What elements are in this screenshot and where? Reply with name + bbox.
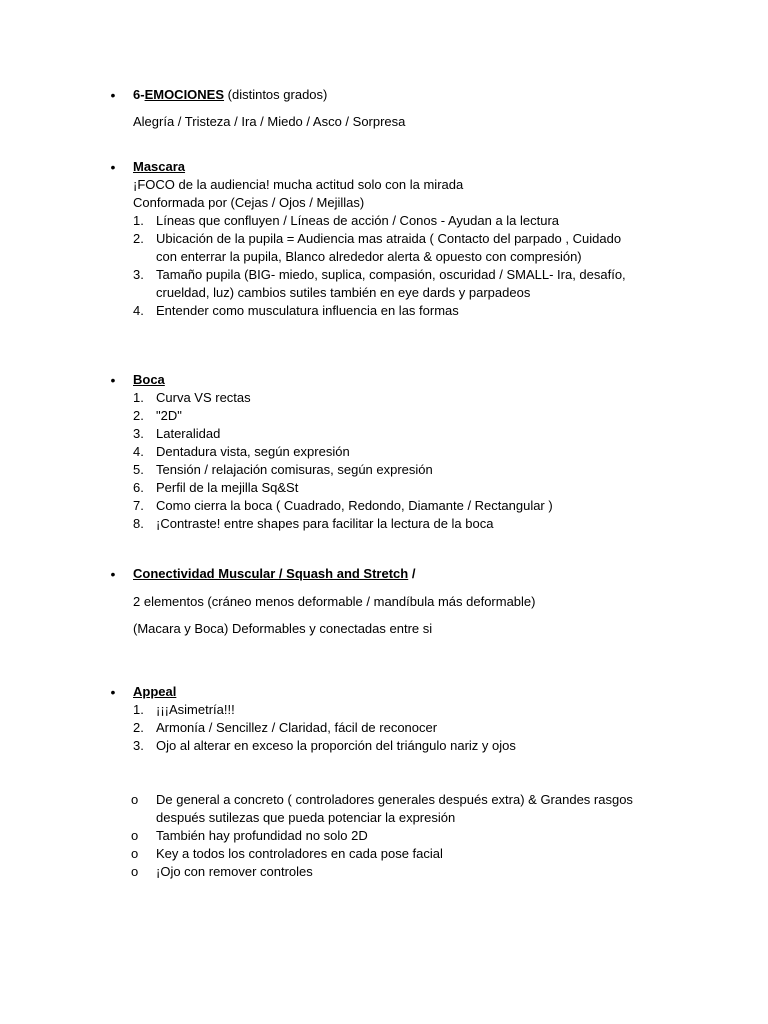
list-item: 7. Como cierra la boca ( Cuadrado, Redondo, Diamante / Rectangular ) [133, 498, 553, 513]
list-item: o Key a todos los controladores en cada pose facial [131, 846, 443, 861]
mascara-line-2: Conformada por (Cejas / Ojos / Mejillas) [133, 195, 365, 210]
circle-bullet-icon: o [131, 846, 139, 861]
bullet-icon: • [110, 566, 116, 582]
boca-title: Boca [133, 372, 165, 387]
list-item: o De general a concreto ( controladores generales después extra) & Grandes rasgos después sutilezas que pueda potenciar la expresión [131, 792, 633, 825]
list-item: 2. Armonía / Sencillez / Claridad, fácil de reconocer [133, 720, 438, 735]
section-notes [0, 791, 768, 881]
mascara-line-1: ¡FOCO de la audiencia! mucha actitud solo con la mirada [133, 177, 464, 192]
list-item: 2. Ubicación de la pupila = Audiencia mas atraida ( Contacto del parpado , Cuidado con enterrar la pupila, Blanco alrededor alerta & opuesto con compresión) [133, 231, 622, 264]
mascara-title: Mascara [133, 159, 186, 174]
section-conectividad [0, 565, 768, 583]
section-mascara [0, 158, 768, 320]
conectividad-title-suffix: / [408, 566, 416, 581]
list-item: 4. Entender como musculatura influencia en las formas [133, 303, 459, 318]
list-item: 3. Lateralidad [133, 426, 221, 441]
circle-bullet-icon: o [131, 828, 139, 843]
list-item: 6. Perfil de la mejilla Sq&St [133, 480, 299, 495]
list-item: 1. ¡¡¡Asimetría!!! [133, 702, 235, 717]
conectividad-line-2: (Macara y Boca) Deformables y conectadas entre si [133, 621, 433, 636]
appeal-title: Appeal [133, 684, 177, 699]
circle-bullet-icon: o [131, 864, 139, 879]
bullet-icon: • [110, 684, 116, 700]
list-item: 8. ¡Contraste! entre shapes para facilitar la lectura de la boca [133, 516, 494, 531]
emociones-title-suffix: (distintos grados) [224, 87, 328, 102]
list-item: 1. Curva VS rectas [133, 390, 251, 405]
bullet-icon: • [110, 159, 116, 175]
list-item: 5. Tensión / relajación comisuras, según expresión [133, 462, 433, 477]
list-item: o ¡Ojo con remover controles [131, 864, 313, 879]
section-appeal [0, 683, 768, 755]
emociones-title: EMOCIONES [144, 87, 225, 102]
circle-bullet-icon: o [131, 792, 139, 807]
list-item: 4. Dentadura vista, según expresión [133, 444, 350, 459]
list-item: 3. Tamaño pupila (BIG- miedo, suplica, compasión, oscuridad / SMALL- Ira, desafío, crueldad, luz) cambios sutiles también en eye dards y parpadeos [133, 267, 626, 300]
section-emociones [0, 86, 768, 104]
list-item: 2. "2D" [133, 408, 182, 423]
emociones-line: Alegría / Tristeza / Ira / Miedo / Asco / Sorpresa [133, 114, 406, 129]
conectividad-line-1: 2 elementos (cráneo menos deformable / mandíbula más deformable) [133, 594, 536, 609]
section-boca [0, 371, 768, 533]
list-item: o También hay profundidad no solo 2D [131, 828, 368, 843]
bullet-icon: • [110, 87, 116, 103]
conectividad-title: Conectividad Muscular / Squash and Stretch [133, 566, 409, 581]
list-item: 3. Ojo al alterar en exceso la proporción del triángulo nariz y ojos [133, 738, 516, 753]
emociones-title-prefix: 6- [133, 87, 145, 102]
list-item: 1. Líneas que confluyen / Líneas de acción / Conos - Ayudan a la lectura [133, 213, 560, 228]
bullet-icon: • [110, 372, 116, 388]
